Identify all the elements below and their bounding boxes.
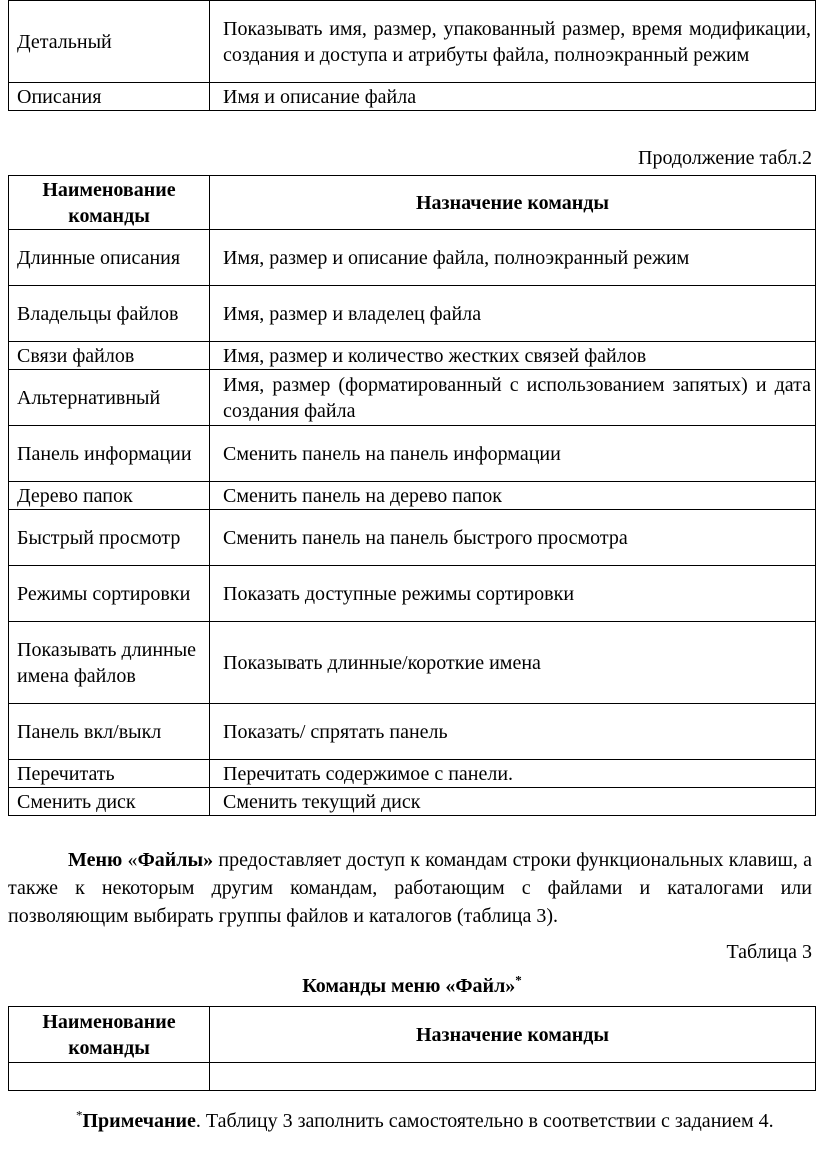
body-paragraph [8, 846, 812, 930]
command-desc-cell: Имя, размер и количество жестких связей файлов [210, 342, 816, 370]
command-name-cell: Детальный [9, 1, 210, 83]
command-name-cell: Описания [9, 83, 210, 111]
table-continuation-label: Продолжение табл.2 [638, 147, 812, 169]
column-header-name: Наименование команды [9, 1007, 210, 1063]
table-row [9, 426, 816, 482]
command-name-cell: Перечитать [9, 760, 210, 788]
table-row [9, 788, 816, 816]
column-header-name: Наименование команды [9, 176, 210, 230]
table-row-empty [9, 1063, 816, 1091]
command-desc-cell: Имя, размер и владелец файла [210, 286, 816, 342]
empty-name-cell [9, 1063, 210, 1091]
footnote-text: . Таблицу 3 заполнить самостоятельно в соответствии с заданием 4. [195, 1110, 774, 1132]
command-name-cell: Альтернативный [9, 370, 210, 426]
table-title [8, 972, 816, 1000]
command-desc-cell: Имя, размер и описание файла, полноэкранный режим [210, 230, 816, 286]
table-row [9, 1, 816, 83]
command-desc-cell: Показывать имя, размер, упакованный размер, время модификации, создания и доступа и атрибуты файла, полноэкранный режим [210, 1, 816, 83]
command-desc-cell: Сменить текущий диск [210, 788, 816, 816]
table-row [9, 566, 816, 622]
command-desc-cell: Сменить панель на дерево папок [210, 482, 816, 510]
table-row [9, 342, 816, 370]
paragraph-bold-lead: Меню [68, 849, 123, 871]
table-2-part-1 [8, 0, 816, 111]
footnote-mark: * [76, 1107, 83, 1123]
command-desc-cell: Сменить панель на панель быстрого просмотра [210, 510, 816, 566]
command-name-cell: Показывать длинные имена файлов [9, 622, 210, 704]
command-desc-cell: Показывать длинные/короткие имена [210, 622, 816, 704]
command-name-cell: Панель вкл/выкл [9, 704, 210, 760]
table-title-text: Команды меню «Файл» [302, 975, 516, 997]
command-name-cell: Владельцы файлов [9, 286, 210, 342]
paragraph-bold-menu: Файлы» [137, 849, 214, 871]
table-3 [8, 1006, 816, 1091]
table-row [9, 704, 816, 760]
table-header-row [9, 176, 816, 230]
command-name-cell: Длинные описания [9, 230, 210, 286]
table-row [9, 370, 816, 426]
command-desc-cell: Имя, размер (форматированный с использованием запятых) и дата создания файла [210, 370, 816, 426]
command-name-cell: Быстрый просмотр [9, 510, 210, 566]
table-row [9, 622, 816, 704]
command-desc-cell: Перечитать содержимое с панели. [210, 760, 816, 788]
table-row [9, 230, 816, 286]
command-name-cell: Дерево папок [9, 482, 210, 510]
paragraph-text: предоставляет доступ к командам строки функциональных клавиш, а также к некоторым другим командам, работающим с файлами и каталогами или позволяющим выбирать группы файлов и каталогов (таблица 3). [8, 849, 812, 927]
table-header-row [9, 1007, 816, 1063]
table-number-label: Таблица 3 [726, 941, 812, 963]
footnote-mark: * [515, 972, 522, 988]
table-2-continued [8, 175, 816, 816]
command-desc-cell: Сменить панель на панель информации [210, 426, 816, 482]
footnote-label: Примечание [82, 1110, 196, 1132]
column-header-purpose: Назначение команды [210, 1007, 816, 1063]
command-name-cell: Панель информации [9, 426, 210, 482]
command-desc-cell: Показать доступные режимы сортировки [210, 566, 816, 622]
column-header-purpose: Назначение команды [210, 176, 816, 230]
table-row [9, 83, 816, 111]
command-desc-cell: Показать/ спрятать панель [210, 704, 816, 760]
document-page [8, 0, 816, 1135]
paragraph-quote-open: « [122, 849, 138, 871]
command-name-cell: Связи файлов [9, 342, 210, 370]
table-row [9, 286, 816, 342]
footnote [8, 1107, 812, 1135]
command-name-cell: Сменить диск [9, 788, 210, 816]
empty-desc-cell [210, 1063, 816, 1091]
table-row [9, 510, 816, 566]
table-row [9, 760, 816, 788]
command-desc-cell: Имя и описание файла [210, 83, 816, 111]
table-row [9, 482, 816, 510]
command-name-cell: Режимы сортировки [9, 566, 210, 622]
